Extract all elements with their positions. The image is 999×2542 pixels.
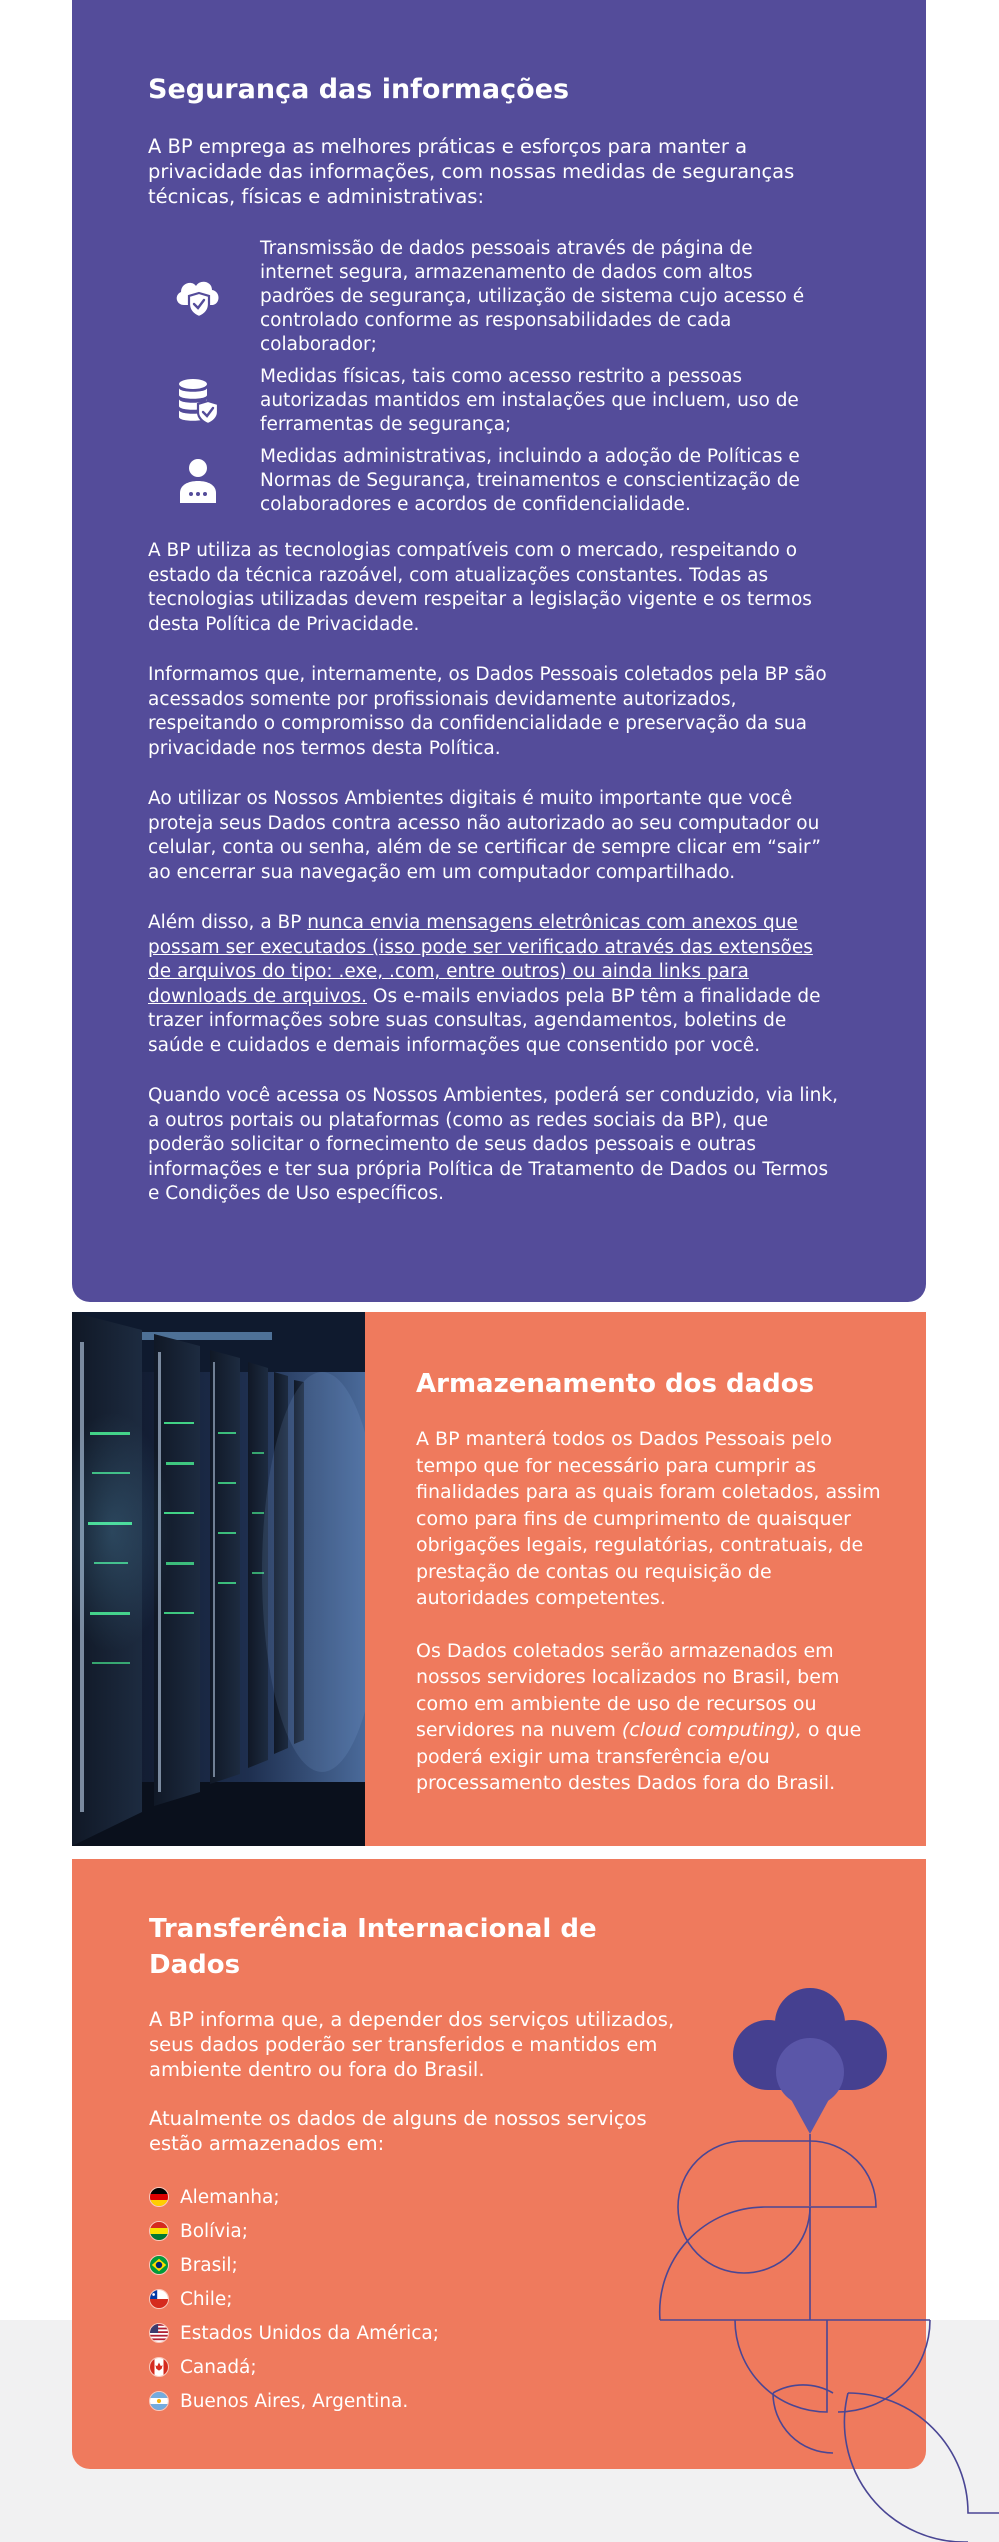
security-paragraph-emails <box>148 911 838 1058</box>
bolivia-flag-icon <box>149 2221 169 2241</box>
security-paragraph-protect-data: Ao utilizar os Nossos Ambientes digitais é muito importante que você proteja seus Dados contra acesso não autorizado ao seu computador ou celular, conta ou senha, além de se certificar de sempre clicar em “sair” ao encerrar sua navegação em um computador compartilhado. <box>148 788 821 883</box>
transfer-paragraph-intro: A BP informa que, a depender dos serviços utilizados, seus dados poderão ser transferidos e mantidos em ambiente dentro ou fora do Brasil. <box>149 2008 675 2081</box>
security-paragraph-technologies: A BP utiliza as tecnologias compatíveis com o mercado, respeitando o estado da técnica razoável, com atualizações constantes. Todas as tecnologias utilizadas devem respeitar a legislação vigente e os termos desta Política de Privacidade. <box>148 540 812 635</box>
security-measure-physical <box>148 365 850 437</box>
user-admin-icon <box>168 451 228 511</box>
country-item <box>149 2350 689 2384</box>
cloud-computing-term: (cloud computing), <box>621 1719 802 1741</box>
country-name: Bolívia; <box>180 2220 248 2242</box>
servers-text-suffix: o que poderá exigir uma transferência e/ou processamento destes Dados fora do Brasil. <box>416 1719 862 1794</box>
country-name: Canadá; <box>180 2356 257 2378</box>
chile-flag-icon <box>149 2289 169 2309</box>
germany-flag-icon <box>149 2187 169 2207</box>
country-list <box>149 2180 689 2418</box>
country-name: Estados Unidos da América; <box>180 2322 439 2344</box>
security-measure-technical <box>148 237 850 357</box>
country-item <box>149 2316 689 2350</box>
storage-paragraph-servers <box>416 1638 886 1797</box>
canada-flag-icon <box>149 2357 169 2377</box>
country-name: Chile; <box>180 2288 233 2310</box>
transfer-content <box>149 1911 689 2418</box>
security-section <box>72 0 926 1302</box>
emails-text-prefix: Além disso, a BP <box>148 912 308 933</box>
country-item <box>149 2214 689 2248</box>
servers-text-prefix: Os Dados coletados serão armazenados em nossos servidores localizados no Brasil, bem como em ambiente de uso de recursos ou servidores na nuvem <box>416 1639 840 1741</box>
usa-flag-icon <box>149 2323 169 2343</box>
country-item <box>149 2180 689 2214</box>
brazil-flag-icon <box>149 2255 169 2275</box>
storage-title: Armazenamento dos dados <box>416 1369 815 1399</box>
country-item <box>149 2282 689 2316</box>
security-measure-administrative <box>148 445 850 517</box>
argentina-flag-icon <box>149 2391 169 2411</box>
international-transfer-section <box>72 1859 926 2469</box>
cloud-shield-icon <box>168 267 228 327</box>
storage-paragraph-retention: A BP manterá todos os Dados Pessoais pelo tempo que for necessário para cumprir as finalidades para as quais foram coletados, assim como para fins de cumprimento de quaisquer obrigações legais, regulatórias, contratuais, de prestação de contas ou requisição de autoridades competentes. <box>416 1428 881 1609</box>
security-measures-list <box>148 237 850 517</box>
security-paragraph-internal-access: Informamos que, internamente, os Dados Pessoais coletados pela BP são acessados somente por profissionais devidamente autorizados, respeitando o compromisso da confidencialidade e preservação da sua privacidade nos termos desta Política. <box>148 664 827 759</box>
transfer-paragraph-locations: Atualmente os dados de alguns de nossos serviços estão armazenados em: <box>149 2107 647 2155</box>
security-measure-text: Medidas físicas, tais como acesso restrito a pessoas autorizadas mantidos em instalações que incluem, uso de ferramentas de segurança; <box>260 366 799 435</box>
country-item <box>149 2384 689 2418</box>
security-title: Segurança das informações <box>148 74 570 105</box>
storage-section <box>72 1312 926 1846</box>
country-name: Alemanha; <box>180 2186 280 2208</box>
storage-content <box>416 1366 886 1823</box>
security-measure-text: Medidas administrativas, incluindo a adoção de Políticas e Normas de Segurança, treinamentos e conscientização de colaboradores e acordos de confidencialidade. <box>260 446 800 515</box>
database-shield-icon <box>168 371 228 431</box>
country-item <box>149 2248 689 2282</box>
country-name: Brasil; <box>180 2254 238 2276</box>
security-paragraph-external-links: Quando você acessa os Nossos Ambientes, poderá ser conduzido, via link, a outros portais ou plataformas (como as redes sociais da BP), que poderão solicitar o fornecimento de seus dados pessoais e outras informações e ter sua própria Política de Tratamento de Dados ou Termos e Condições de Uso específicos. <box>148 1085 838 1204</box>
security-measure-text: Transmissão de dados pessoais através de página de internet segura, armazenamento de dados com altos padrões de segurança, utilização de sistema cujo acesso é controlado conforme as responsabilidades de cada colaborador; <box>260 238 805 355</box>
country-name: Buenos Aires, Argentina. <box>180 2390 409 2412</box>
emails-warning-underlined: nunca envia mensagens eletrônicas com anexos que possam ser executados (isso pode ser verificado através das extensões de arquivos do tipo: .exe, .com, entre outros) ou ainda links para downloads de arquivos. <box>148 912 813 1007</box>
server-room-image <box>72 1312 365 1846</box>
security-intro: A BP emprega as melhores práticas e esforços para manter a privacidade das informações, com nossas medidas de seguranças técnicas, físicas e administrativas: <box>148 135 795 208</box>
emails-text-suffix: Os e-mails enviados pela BP têm a finalidade de trazer informações sobre suas consultas, agendamentos, boletins de saúde e cuidados e demais informações que consentido por você. <box>148 985 821 1056</box>
transfer-title: Transferência Internacional de Dados <box>149 1914 597 1980</box>
